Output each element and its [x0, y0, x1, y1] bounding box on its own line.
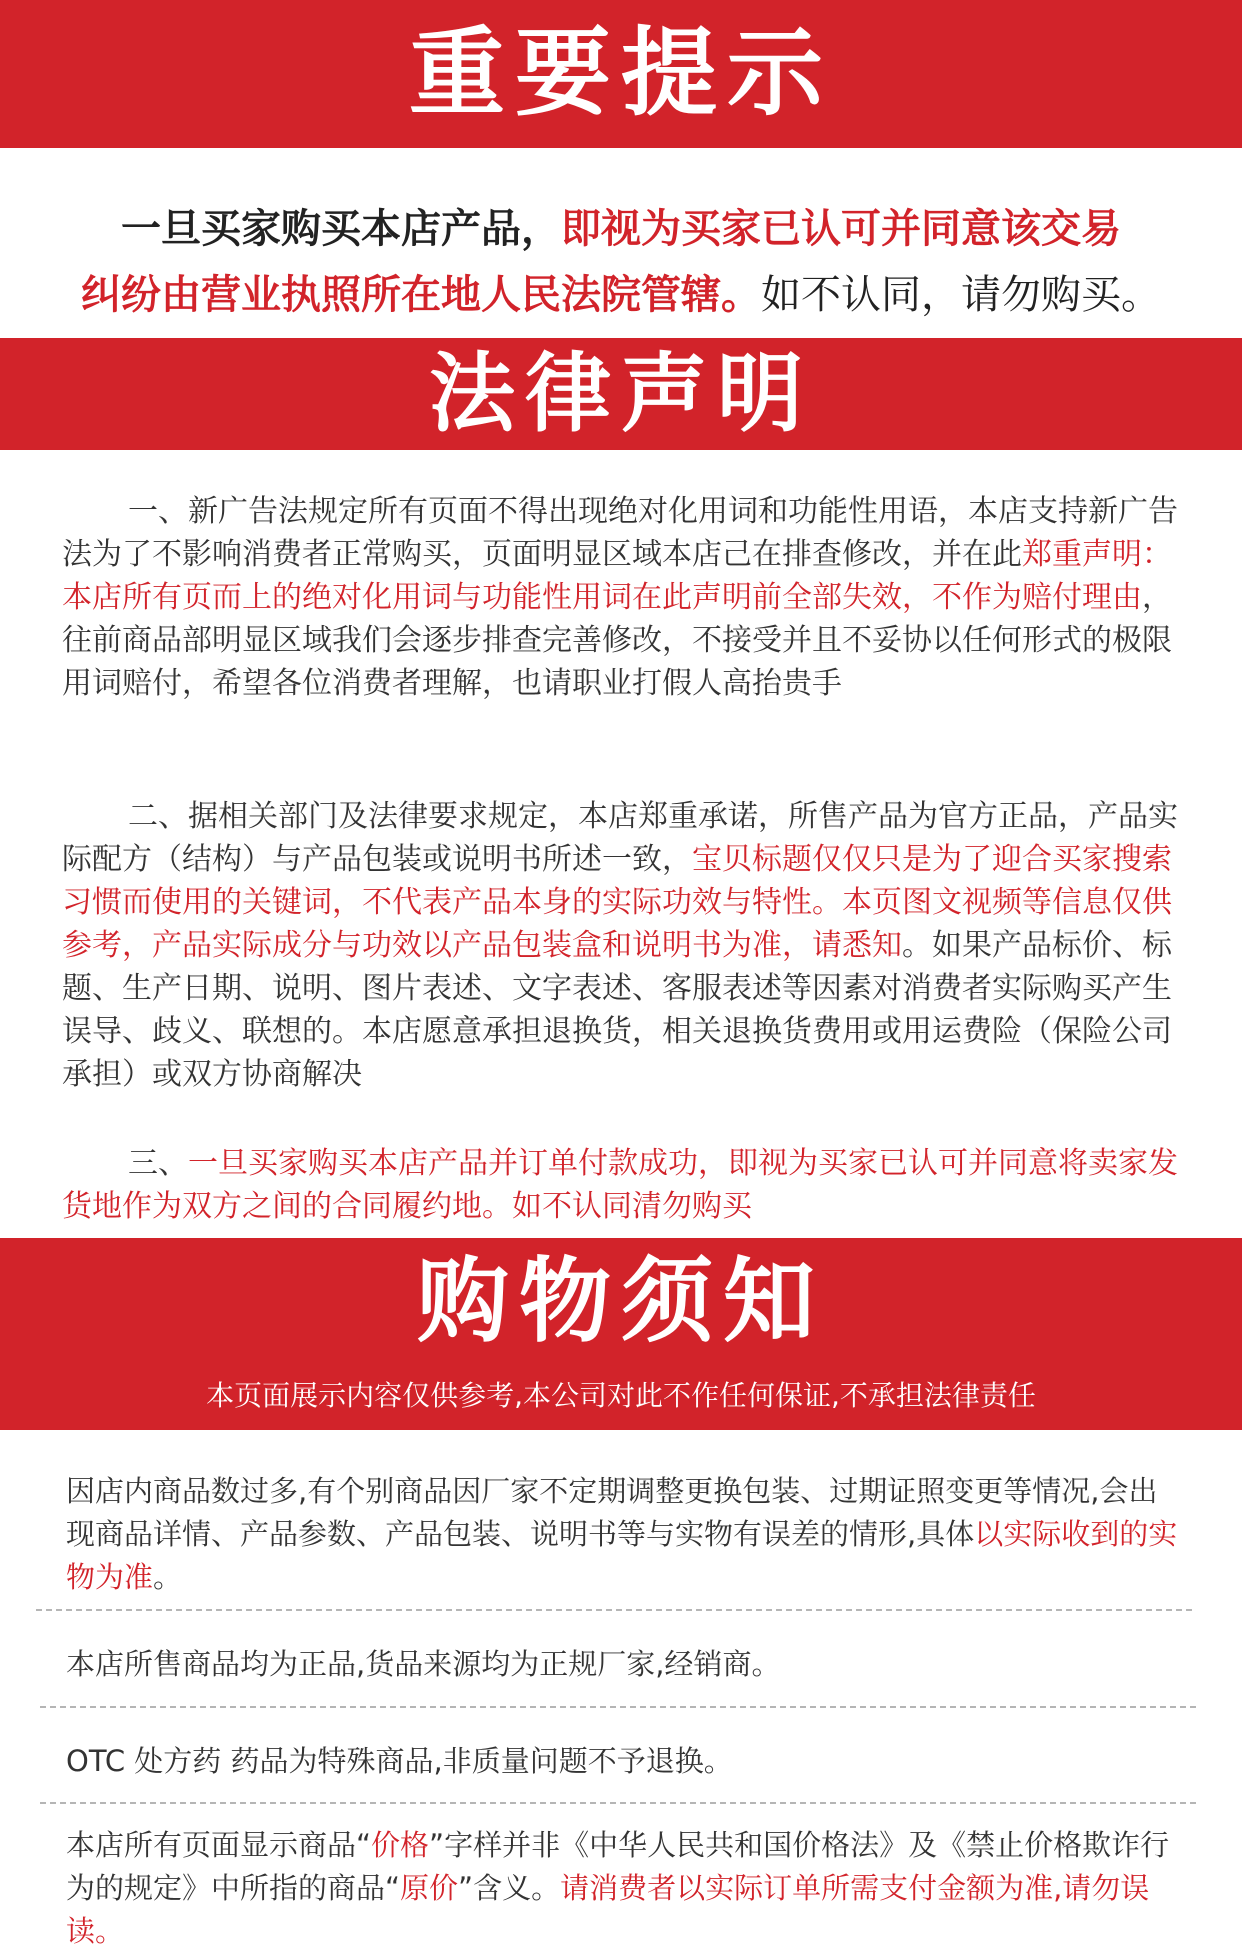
legal-p3-red: 一旦买家购买本店产品并订单付款成功，即视为买家已认可并同意将卖家发货地作为双方之间的合同履约地。如不认同清勿购买	[62, 1146, 1178, 1224]
shopping-item4-original-price: 原价	[400, 1871, 459, 1905]
legal-p1-text: 一、新广告法规定所有页面不得出现绝对化用词和功能性用语，本店支持新广告法为了不影响消费者正常购买，页面明显区域本店己在排查修改，并在此	[62, 494, 1178, 572]
important-line-1	[0, 196, 1242, 262]
shopping-item1-text: 因店内商品数过多,有个别商品因厂家不定期调整更换包装、过期证照变更等情况,会出现商品详情、产品参数、产品包装、说明书等与实物有误差的情形,具体	[66, 1474, 1158, 1551]
divider	[36, 1609, 1192, 1611]
shopping-item4-text-2: ”字样并非《中华人民共和国价格法》及《禁止价格欺诈行为的规定》中所指的商品“	[66, 1828, 1170, 1905]
legal-paragraph-2	[62, 795, 1187, 1096]
shopping-item-2: 本店所售商品均为正品,货品来源均为正规厂家,经销商。	[66, 1647, 781, 1681]
important-line1-red: 即视为买家已认可并同意该交易	[561, 206, 1121, 252]
important-line-2	[0, 262, 1242, 328]
shopping-item1-red: 以实际收到的实物为准	[66, 1517, 1178, 1594]
legal-paragraph-3	[62, 1142, 1187, 1228]
shopping-title: 购物须知	[416, 1248, 825, 1355]
legal-title: 法律声明	[429, 344, 813, 444]
shopping-item4-text-3: ”含义。	[458, 1871, 561, 1905]
divider	[40, 1802, 1196, 1804]
legal-p2-red: 宝贝标题仅仅只是为了迎合买家搜索习惯而使用的关键词，不代表产品本身的实际功效与特性。本页图文视频等信息仅供参考，产品实际成分与功效以产品包装盒和说明书为准，请悉知	[62, 842, 1172, 963]
shopping-item4-price: 价格	[371, 1828, 430, 1862]
important-title: 重要提示	[409, 17, 833, 129]
important-line2-plain: 如不认同，请勿购买。	[761, 272, 1161, 318]
legal-p3-text: 三、	[128, 1146, 188, 1181]
shopping-item-3: OTC 处方药 药品为特殊商品,非质量问题不予退换。	[66, 1744, 733, 1778]
shopping-item-4	[66, 1824, 1186, 1953]
shopping-subtitle: 本页面展示内容仅供参考,本公司对此不作任何保证,不承担法律责任	[206, 1379, 1036, 1412]
important-line2-red: 纠纷由营业执照所在地人民法院管辖。	[81, 272, 761, 318]
important-line1-plain: 一旦买家购买本店产品，	[121, 206, 561, 252]
shopping-item1-end: 。	[153, 1560, 183, 1594]
shopping-item4-text: 本店所有页面显示商品“	[66, 1828, 372, 1862]
divider	[40, 1706, 1196, 1708]
shopping-item-1	[66, 1470, 1186, 1599]
legal-p2-text: 二、据相关部门及法律要求规定，本店郑重承诺，所售产品为官方正品，产品实际配方（结构）与产品包装或说明书所述一致，	[62, 799, 1178, 877]
legal-p2-text-2: 。如果产品标价、标题、生产日期、说明、图片表述、文字表述、客服表述等因素对消费者实际购买产生误导、歧义、联想的。本店愿意承担退换货，相关退换货费用或用运费险（保险公司承担）或双方协商解决	[62, 928, 1172, 1092]
legal-paragraph-1	[62, 490, 1187, 705]
legal-p1-text-2: ，往前商品部明显区域我们会逐步排查完善修改，不接受并且不妥协以任何形式的极限用词赔付，希望各位消费者理解，也请职业打假人高抬贵手	[62, 580, 1172, 701]
shopping-item4-red-note: 请消费者以实际订单所需支付金额为准,请勿误读。	[66, 1871, 1150, 1948]
legal-p1-red: 郑重声明：本店所有页而上的绝对化用词与功能性用词在此声明前全部失效，不作为赔付理由	[62, 537, 1172, 615]
important-notice	[0, 196, 1242, 328]
